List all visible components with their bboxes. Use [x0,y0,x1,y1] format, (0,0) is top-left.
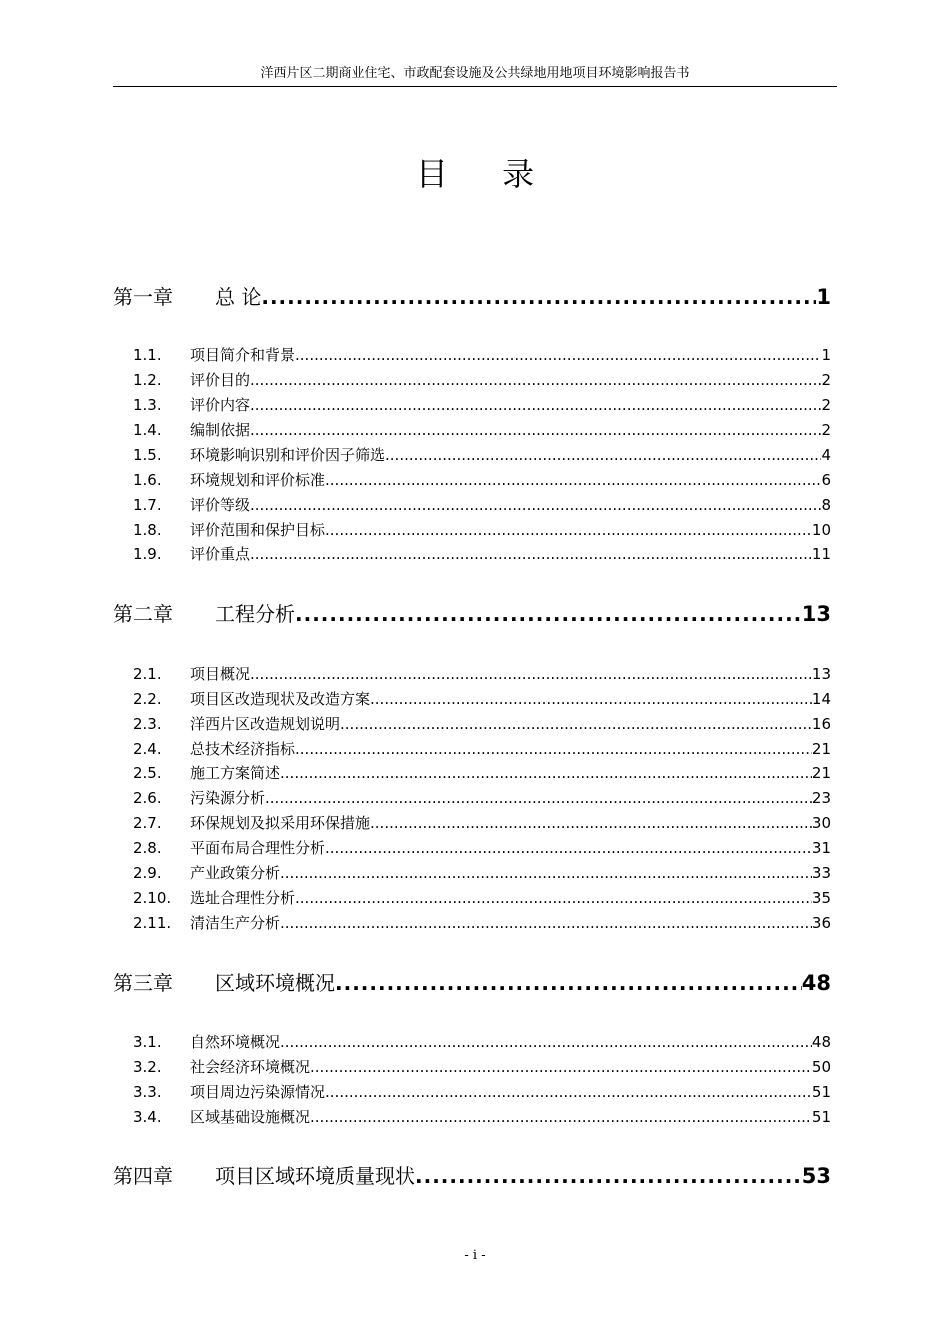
section-page-number: 21 [811,740,831,758]
toc-chapter-3[interactable] [113,969,831,997]
dot-leader [295,738,812,760]
section-number: 2.1. [133,665,162,683]
section-number: 1.2. [133,371,162,389]
dot-leader [385,444,821,466]
toc-section-2-4[interactable] [133,738,831,760]
section-title: 编制依据 [190,421,251,439]
chapter-title: 总 论 [215,285,262,309]
section-page-number: 2 [821,371,831,389]
dot-leader [250,543,812,565]
page-number-footer: - i - [464,1248,486,1263]
toc-section-2-7[interactable] [133,812,831,834]
section-page-number: 11 [811,545,831,563]
dot-leader [295,344,821,366]
section-page-number: 1 [821,346,831,364]
section-page-number: 13 [811,665,831,683]
section-page-number: 51 [811,1083,831,1101]
toc-section-2-10[interactable] [133,887,831,909]
section-title: 区域基础设施概况 [190,1108,311,1126]
dot-leader [261,283,816,311]
section-number: 1.4. [133,421,162,439]
section-number: 2.11. [133,914,172,932]
dot-leader [415,1162,802,1190]
section-number: 2.9. [133,864,162,882]
section-number: 1.6. [133,471,162,489]
toc-section-1-1[interactable] [133,344,831,366]
toc-section-2-2[interactable] [133,688,831,710]
section-page-number: 48 [811,1033,831,1051]
section-page-number: 6 [821,471,831,489]
toc-chapter-2[interactable] [113,600,831,628]
section-title: 项目区改造现状及改造方案 [190,690,371,708]
section-number: 2.2. [133,690,162,708]
chapter-page-number: 1 [816,285,831,309]
section-number: 2.3. [133,715,162,733]
section-page-number: 2 [821,421,831,439]
section-title: 项目概况 [190,665,251,683]
section-title: 污染源分析 [190,789,266,807]
toc-section-1-9[interactable] [133,543,831,565]
chapter-page-number: 13 [801,602,831,626]
dot-leader [280,762,812,784]
section-page-number: 36 [811,914,831,932]
section-title: 产业政策分析 [190,864,281,882]
running-header: 洋西片区二期商业住宅、市政配套设施及公共绿地用地项目环境影响报告书 [260,66,690,81]
section-number: 3.2. [133,1058,162,1076]
dot-leader [335,969,802,997]
section-page-number: 14 [811,690,831,708]
dot-leader [250,419,821,441]
section-number: 3.1. [133,1033,162,1051]
dot-leader [265,787,812,809]
toc-title: 目 录 [415,155,557,193]
chapter-number: 第三章 [113,971,173,995]
section-title: 项目简介和背景 [190,346,296,364]
section-number: 3.3. [133,1083,162,1101]
section-number: 1.1. [133,346,162,364]
header-rule [113,86,837,87]
section-number: 1.3. [133,396,162,414]
dot-leader [370,812,812,834]
dot-leader [280,862,812,884]
chapter-number: 第二章 [113,602,173,626]
chapter-page-number: 53 [801,1164,831,1188]
section-number: 2.10. [133,889,172,907]
section-title: 评价等级 [190,496,251,514]
toc-chapter-1[interactable] [113,283,831,311]
dot-leader [325,469,821,491]
section-title: 评价范围和保护目标 [190,521,326,539]
toc-section-1-2[interactable] [133,369,831,391]
toc-section-1-8[interactable] [133,519,831,541]
dot-leader [280,912,812,934]
section-page-number: 2 [821,396,831,414]
section-number: 2.8. [133,839,162,857]
dot-leader [250,394,821,416]
section-page-number: 23 [811,789,831,807]
chapter-title: 区域环境概况 [215,971,335,995]
section-page-number: 51 [811,1108,831,1126]
section-number: 1.5. [133,446,162,464]
chapter-page-number: 48 [801,971,831,995]
toc-section-1-4[interactable] [133,419,831,441]
dot-leader [250,663,812,685]
section-title: 平面布局合理性分析 [190,839,326,857]
section-title: 施工方案简述 [190,764,281,782]
section-page-number: 33 [811,864,831,882]
section-number: 2.5. [133,764,162,782]
section-page-number: 8 [821,496,831,514]
toc-section-1-3[interactable] [133,394,831,416]
chapter-title: 项目区域环境质量现状 [215,1164,415,1188]
chapter-number: 第四章 [113,1164,173,1188]
toc-section-1-6[interactable] [133,469,831,491]
section-page-number: 21 [811,764,831,782]
dot-leader [295,600,802,628]
section-title: 环境影响识别和评价因子筛选 [190,446,386,464]
toc-section-2-3[interactable] [133,713,831,735]
section-number: 2.4. [133,740,162,758]
section-number: 1.8. [133,521,162,539]
section-title: 评价内容 [190,396,251,414]
toc-section-3-3[interactable] [133,1081,831,1103]
section-title: 环保规划及拟采用环保措施 [190,814,371,832]
section-page-number: 4 [821,446,831,464]
section-number: 2.6. [133,789,162,807]
chapter-title: 工程分析 [215,602,295,626]
section-title: 评价目的 [190,371,251,389]
section-title: 社会经济环境概况 [190,1058,311,1076]
section-title: 清洁生产分析 [190,914,281,932]
section-number: 1.7. [133,496,162,514]
dot-leader [325,1081,812,1103]
section-page-number: 16 [811,715,831,733]
toc-chapter-4[interactable] [113,1162,831,1190]
section-title: 洋西片区改造规划说明 [190,715,341,733]
dot-leader [310,1106,812,1128]
dot-leader [325,519,812,541]
dot-leader [250,494,821,516]
dot-leader [325,837,812,859]
toc-section-2-1[interactable] [133,663,831,685]
section-number: 1.9. [133,545,162,563]
section-title: 环境规划和评价标准 [190,471,326,489]
toc-section-1-5[interactable] [133,444,831,466]
toc-section-2-5[interactable] [133,762,831,784]
section-title: 项目周边污染源情况 [190,1083,326,1101]
dot-leader [250,369,821,391]
toc-section-2-6[interactable] [133,787,831,809]
section-page-number: 30 [811,814,831,832]
toc-section-3-4[interactable] [133,1106,831,1128]
dot-leader [370,688,812,710]
section-page-number: 35 [811,889,831,907]
section-page-number: 10 [811,521,831,539]
dot-leader [295,887,812,909]
section-title: 总技术经济指标 [190,740,296,758]
toc-section-1-7[interactable] [133,494,831,516]
section-page-number: 31 [811,839,831,857]
section-page-number: 50 [811,1058,831,1076]
toc-section-2-8[interactable] [133,837,831,859]
toc-section-3-2[interactable] [133,1056,831,1078]
section-number: 3.4. [133,1108,162,1126]
dot-leader [280,1031,812,1053]
section-title: 自然环境概况 [190,1033,281,1051]
toc-section-2-11[interactable] [133,912,831,934]
dot-leader [340,713,812,735]
dot-leader [310,1056,812,1078]
chapter-number: 第一章 [113,285,173,309]
section-title: 选址合理性分析 [190,889,296,907]
toc-section-3-1[interactable] [133,1031,831,1053]
section-title: 评价重点 [190,545,251,563]
section-number: 2.7. [133,814,162,832]
toc-section-2-9[interactable] [133,862,831,884]
